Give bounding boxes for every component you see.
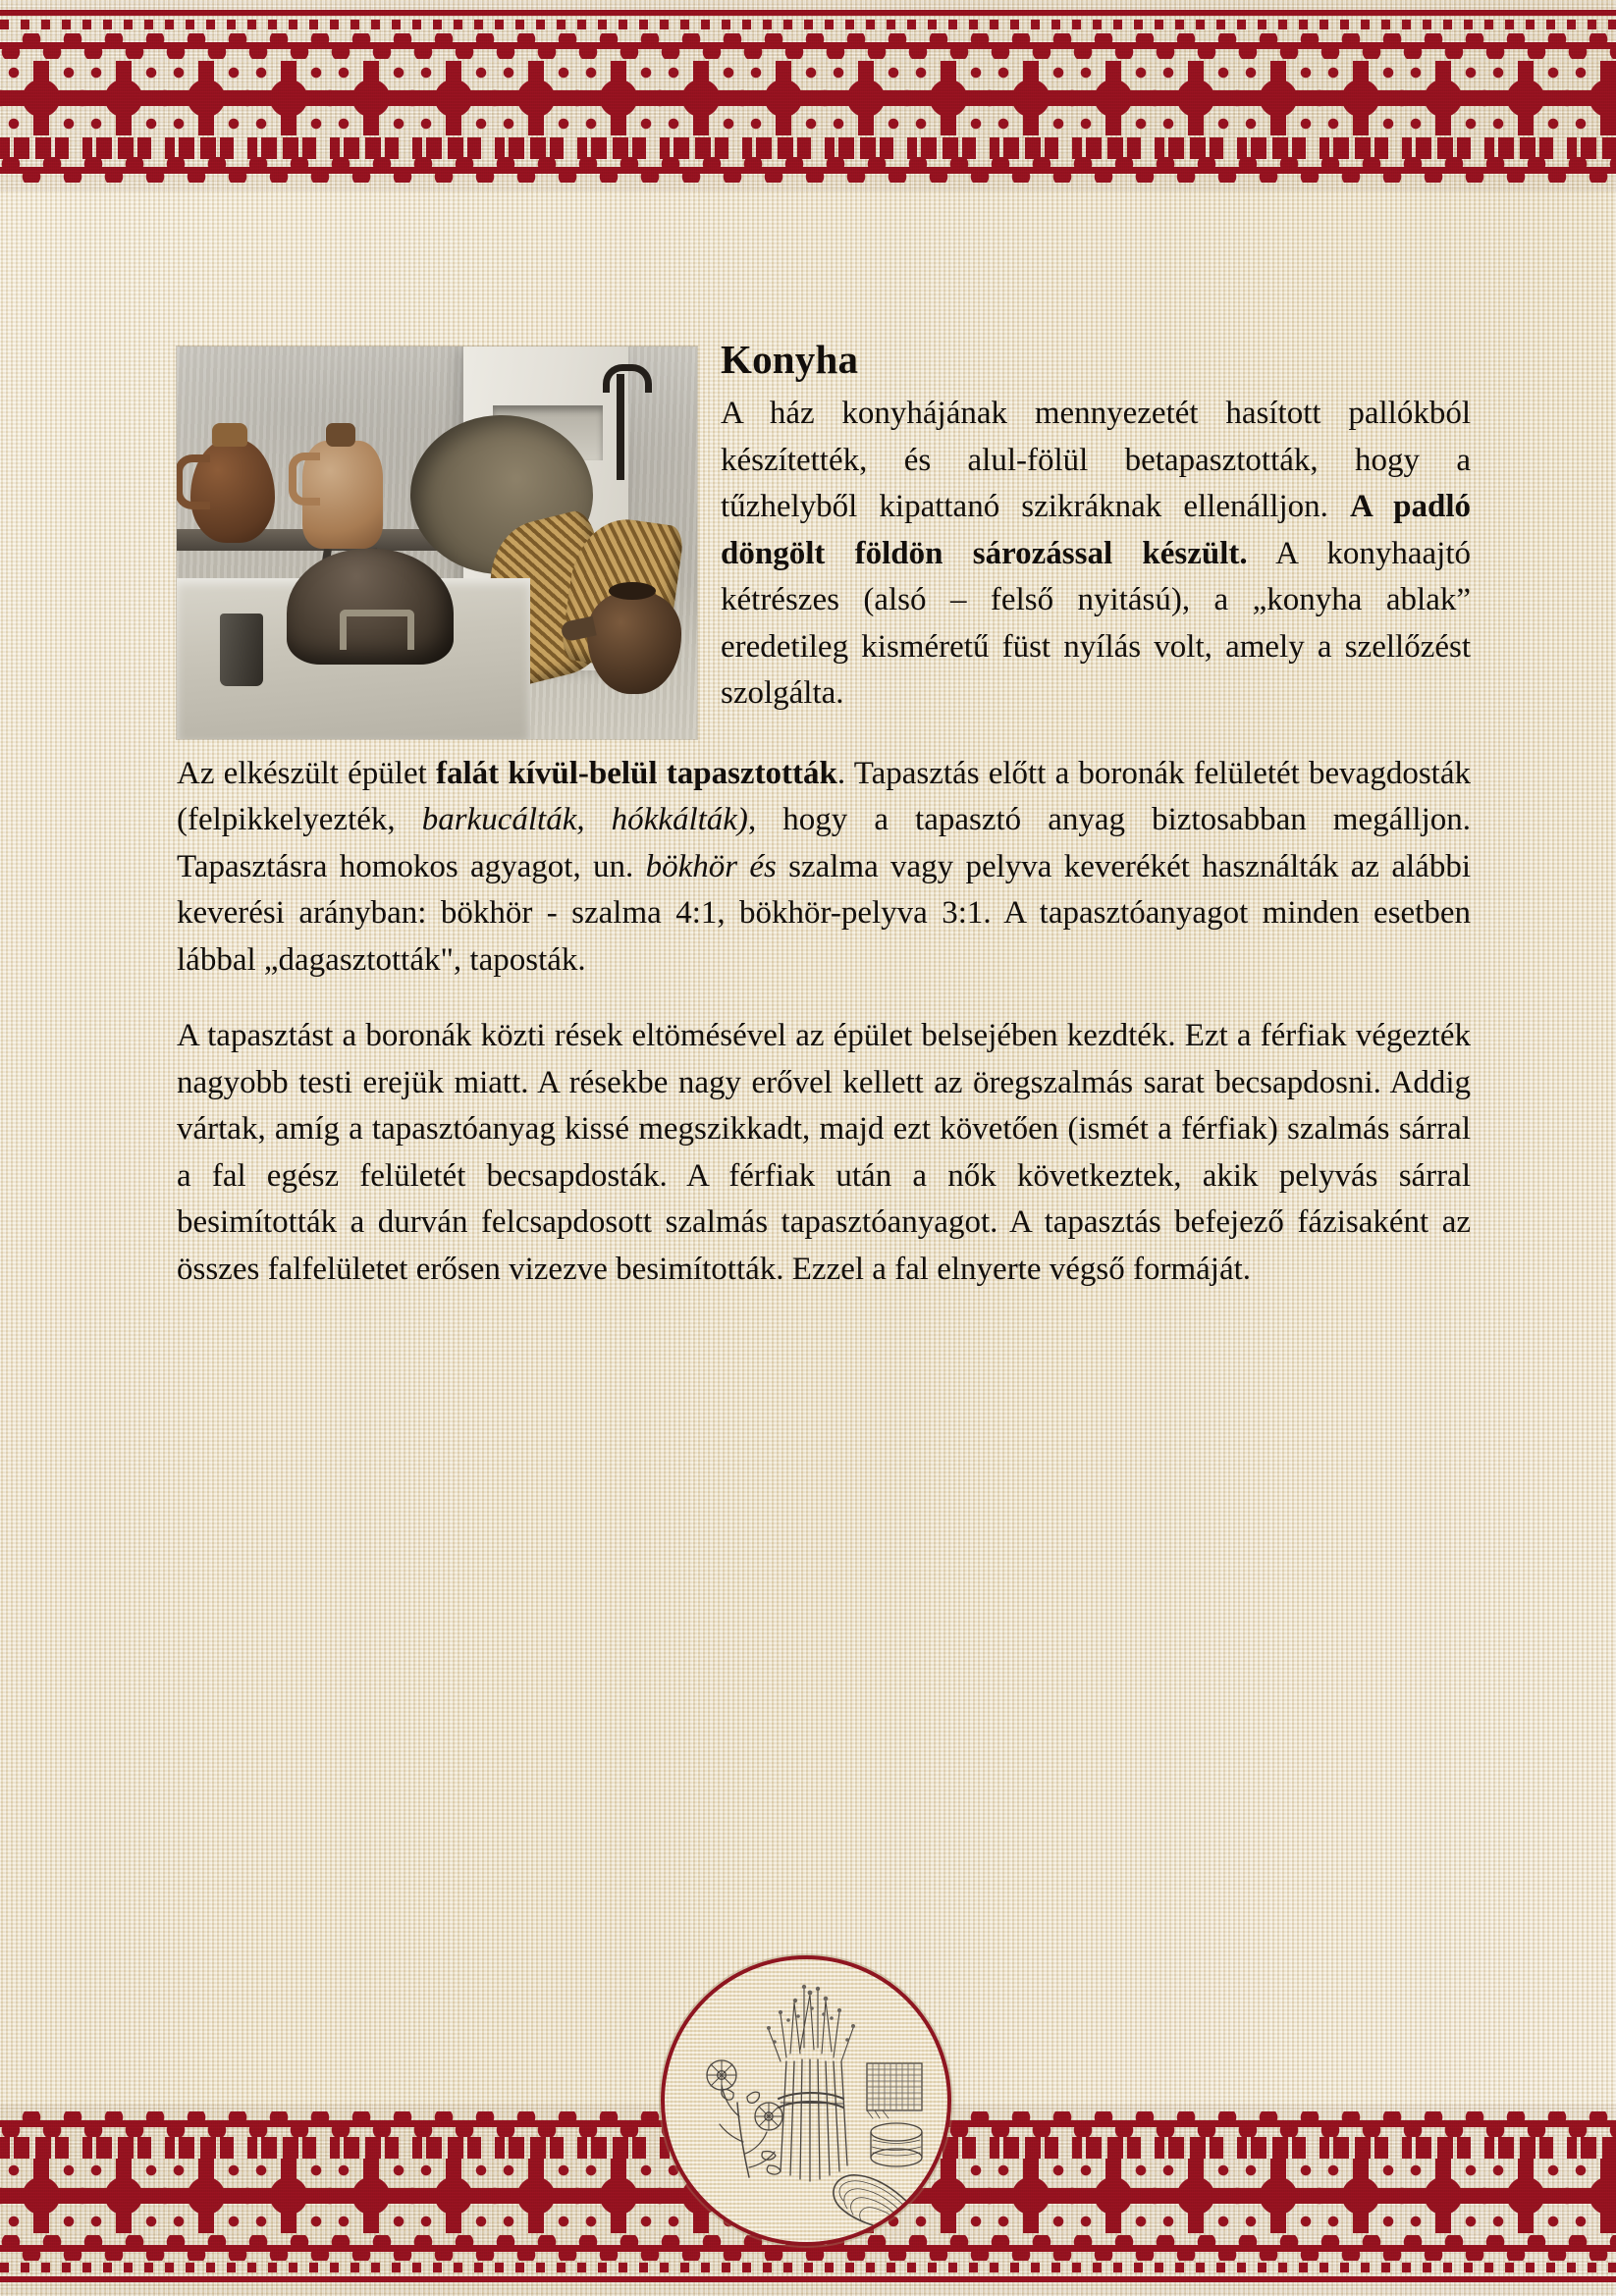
top-border-band bbox=[0, 0, 1616, 192]
thread-spool-icon bbox=[871, 2123, 922, 2166]
photo-clay-jug-light bbox=[302, 441, 383, 549]
photo-metal-mug bbox=[220, 614, 263, 686]
border-hairline-1 bbox=[0, 10, 1616, 16]
flax-illustration-svg bbox=[665, 1959, 947, 2242]
border-dotrow-2 bbox=[0, 2263, 1616, 2272]
border-scallop-2 bbox=[0, 157, 1616, 183]
paragraph-2: Az elkészült épület falát kívül-belül tapasztották. Tapasztás előtt a boronák felületét bevagdosták (felpikkelyezték, barkucálták, hókkálták), hogy a tapasztó anyag biztosabban megálljon. Tapasztásra homokos agyagot, un. bökhör és szalma vagy pelyva keverékét használták az alábbi keverési arányban: bökhör - szalma 4:1, bökhör-pelyva 3:1. A tapasztóanyagot minden esetben lábbal „dagasztották", taposták. bbox=[177, 755, 1472, 978]
border-stepbar-1 bbox=[0, 137, 1616, 159]
border-dotrow-1 bbox=[0, 20, 1616, 29]
flax-illustration-medallion bbox=[661, 1955, 951, 2246]
kitchen-photo bbox=[177, 347, 697, 739]
photo-iron-hook bbox=[617, 374, 624, 480]
border-hairline-2 bbox=[0, 2276, 1616, 2282]
flax-sheaf-icon bbox=[767, 1985, 855, 2181]
page-title: Konyha bbox=[721, 337, 859, 382]
photo-clay-jug-dark bbox=[190, 439, 275, 543]
paragraph-3: A tapasztást a boronák közti rések eltömésével az épület belsejében kezdték. Ezt a férfiak végezték nagyobb testi erejük miatt. A résekbe nagy erővel kellett az öregszalmás sarat becsapdosni. Addig vártak, amíg a tapasztóanyag kissé megszikkadt, majd ezt követően (ismét a férfiak) szalmás sárral a fal egész felületét becsapdosták. A férfiak után a nők következtek, akik pelyvás sárral besimították a durván felcsapdosott szalmás tapasztóanyagot. A tapasztás befejező fázisaként az összes falfelületet erősen vizezve besimították. Ezzel a fal elnyerte végső formáját. bbox=[177, 1018, 1471, 1287]
woven-linen-swatch-icon bbox=[867, 2063, 922, 2118]
flax-flower-sprig-icon bbox=[707, 2060, 782, 2177]
paragraph-1: A ház konyhájának mennyezetét hasított pallókból készítették, és alul-fölül betapasztották, hogy a tűzhelyből kipattanó szikráknak ellenálljon. A padló döngölt földön sározással készült. A konyhaajtó kétrészes (alsó – felső nyitású), a „konyha ablak” eredetileg kisméretű füst nyílás volt, amely a szellőzést szolgálta. bbox=[721, 396, 1471, 712]
article-content bbox=[177, 339, 1471, 1322]
border-scallop-1 bbox=[0, 33, 1616, 59]
border-diamond-row bbox=[0, 61, 1616, 135]
photo-iron-kettle bbox=[287, 549, 454, 665]
